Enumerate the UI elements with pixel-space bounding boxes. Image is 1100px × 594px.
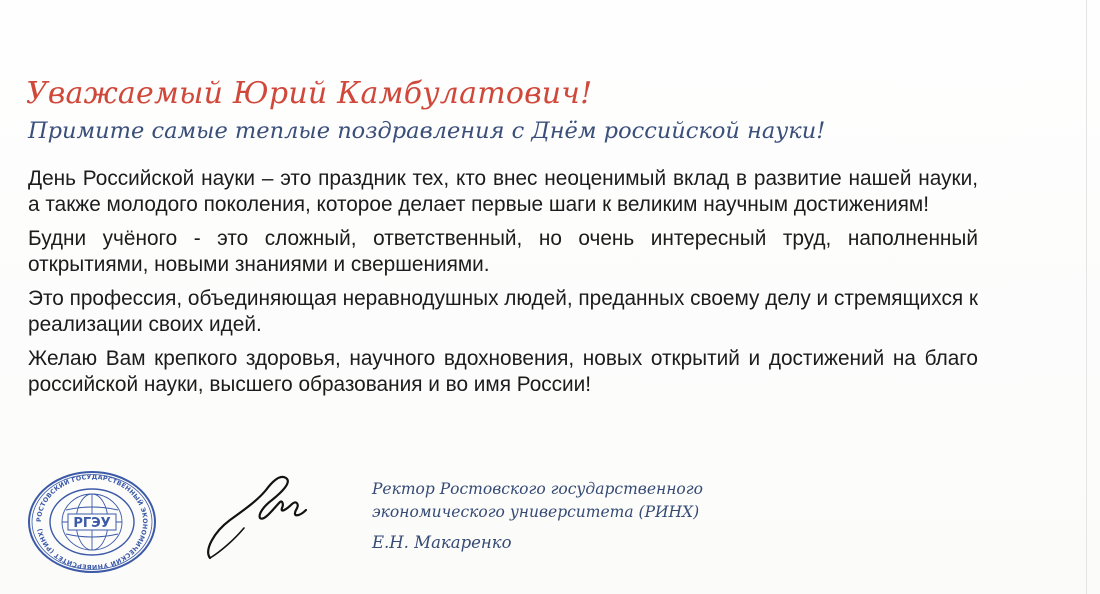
signatory-title-line: Ректор Ростовского государственного: [372, 480, 703, 498]
seal-ring-text: РОСТОВСКИЙ ГОСУДАРСТВЕННЫЙ ЭКОНОМИЧЕСКИЙ УНИВЕРСИТЕТ (РИНХ): [35, 473, 149, 571]
body-paragraph: День Российской науки – это праздник тех, кто внес неоценимый вклад в развитие нашей науки, а также молодого поколения, которое делает первые шаги к великим научным достижениям!: [28, 167, 978, 216]
signatory-name: Е.Н. Макаренко: [372, 533, 512, 552]
university-seal: [26, 470, 158, 574]
signatory-title-line: экономического университета (РИНХ): [372, 503, 700, 521]
page-edge-divider: [1086, 0, 1087, 594]
body-paragraph: Желаю Вам крепкого здоровья, научного вдохновения, новых открытий и достижений на благо российской науки, высшего образования и во имя России!: [28, 347, 978, 396]
greeting-heading: Уважаемый Юрий Камбулатович!: [26, 76, 593, 111]
body-paragraph: Будни учёного - это сложный, ответственный, но очень интересный труд, наполненный открытиями, новыми знаниями и свершениями.: [28, 227, 978, 276]
rector-signature: [200, 470, 310, 570]
signatory-title: [372, 478, 703, 524]
body-paragraph: Это профессия, объединяющая неравнодушных людей, преданных своему делу и стремящихся к реализации своих идей.: [28, 287, 978, 336]
seal-emblem-text: РГЭУ: [73, 516, 111, 531]
letter-body: [28, 166, 978, 406]
congratulation-subheading: Примите самые теплые поздравления с Днём российской науки!: [28, 118, 826, 144]
